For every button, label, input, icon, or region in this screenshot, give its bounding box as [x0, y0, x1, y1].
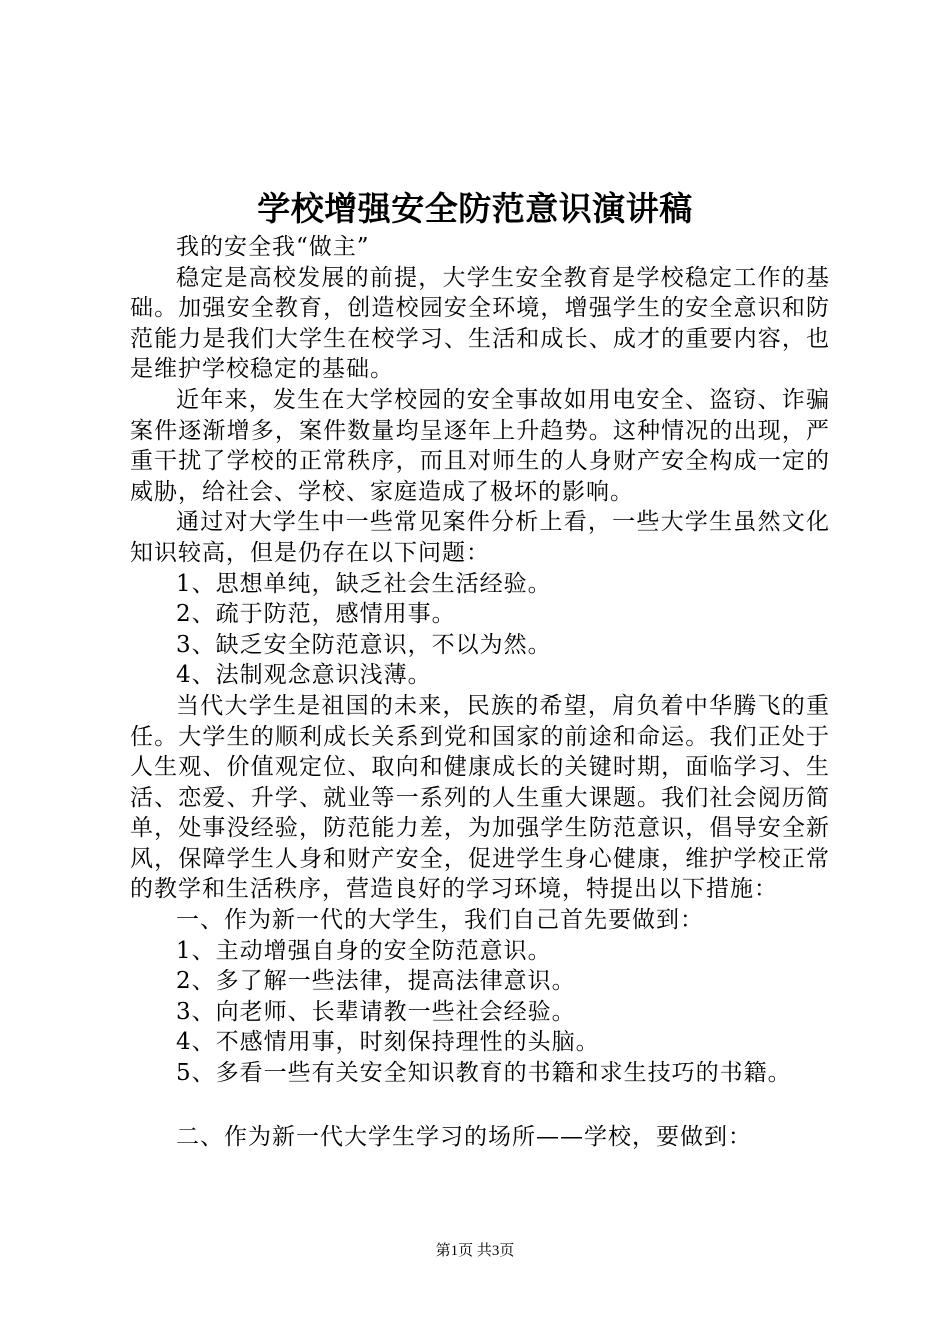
paragraph-recent-years: 近年来，发生在大学校园的安全事故如用电安全、盗窃、诈骗案件逐渐增多，案件数量均呈逐年上升趋势。这种情况的出现，严重干扰了学校的正常秩序，而且对师生的人身财产安全构成一定的威胁，给社会、学校、家庭造成了极坏的影响。	[130, 386, 830, 505]
list-item-problem-3: 3、缺乏安全防范意识，不以为然。	[176, 631, 552, 658]
list-item-problem-4: 4、法制观念意识浅薄。	[176, 662, 432, 689]
section-heading-2: 二、作为新一代大学生学习的场所——学校，要做到：	[176, 1123, 752, 1150]
document-body	[130, 232, 830, 1152]
list-item-problem-1: 1、思想单纯，缺乏社会生活经验。	[176, 570, 552, 597]
list-item-measure-1: 1、主动增强自身的安全防范意识。	[176, 937, 552, 964]
paragraph-problems-intro: 通过对大学生中一些常见案件分析上看，一些大学生虽然文化知识较高，但是仍存在以下问题：	[130, 509, 830, 566]
list-item-measure-3: 3、向老师、长辈请教一些社会经验。	[176, 998, 576, 1025]
section-heading-1: 一、作为新一代的大学生，我们自己首先要做到：	[176, 907, 704, 934]
list-item-measure-2: 2、多了解一些法律，提高法律意识。	[176, 968, 576, 995]
blank-line	[130, 1089, 830, 1122]
paragraph-subtitle: 我的安全我“做主”	[176, 234, 370, 260]
list-item-problem-2: 2、疏于防范，感情用事。	[176, 601, 456, 628]
list-item-measure-4: 4、不感情用事，时刻保持理性的头脑。	[176, 1029, 600, 1056]
document-title: 学校增强安全防范意识演讲稿	[257, 189, 693, 228]
page-footer: 第1页 共3页	[435, 1243, 515, 1259]
list-item-measure-5: 5、多看一些有关安全知识教育的书籍和求生技巧的书籍。	[176, 1060, 792, 1087]
paragraph-contemporary-students: 当代大学生是祖国的未来，民族的希望，肩负着中华腾飞的重任。大学生的顺利成长关系到党和国家的前途和命运。我们正处于人生观、价值观定位、取向和健康成长的关键时期，面临学习、生活、恋爱、升学、就业等一系列的人生重大课题。我们社会阅历简单，处事没经验，防范能力差，为加强学生防范意识，倡导安全新风，保障学生人身和财产安全，促进学生身心健康，维护学校正常的教学和生活秩序，营造良好的学习环境，特提出以下措施：	[130, 692, 830, 903]
paragraph-stability: 稳定是高校发展的前提，大学生安全教育是学校稳定工作的基础。加强安全教育，创造校园安全环境，增强学生的安全意识和防范能力是我们大学生在校学习、生活和成长、成才的重要内容，也是维护学校稳定的基础。	[130, 264, 830, 383]
